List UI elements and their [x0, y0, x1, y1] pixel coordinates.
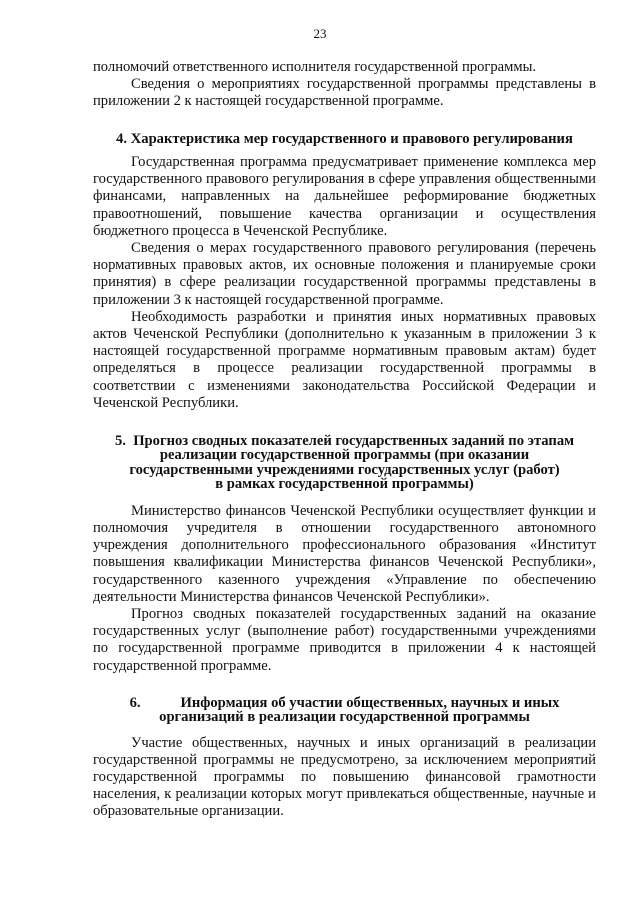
section-5-title-line-3: государственными учреждениями государственных услуг (работ)	[129, 461, 560, 478]
section-6-title-line-1: 6. Информация об участии общественных, научных и иных	[129, 694, 560, 711]
paragraph-intro-appendix-2: Сведения о мероприятиях государственной программы представлены в приложении 2 к настоящей государственной программе.	[93, 76, 596, 110]
section-5-title-line-2: реализации государственной программы (при оказании	[159, 447, 530, 464]
section-4-paragraph-2: Сведения о мерах государственного правового регулирования (перечень нормативных правовых актов, их основные положения и планируемые сроки принятия) в сфере реализации государственной программы представлены в приложении 3 к настоящей государственной программе.	[93, 240, 596, 308]
section-5-paragraph-1: Министерство финансов Чеченской Республики осуществляет функции и полномочия учредителя в отношении государственного автономного учреждения дополнительного профессионального образования «Институт повышения квалификации Министерства финансов Чеченской Республики», государственного казенного учреждения «Управление по обеспечению деятельности Министерства финансов Чеченской Республики».	[93, 502, 596, 605]
section-6-heading	[93, 696, 596, 725]
section-4-number: 4.	[116, 130, 128, 147]
section-5-title-line-4: в рамках государственной программы)	[215, 476, 474, 493]
paragraph-intro-continued: полномочий ответственного исполнителя государственной программы.	[93, 59, 537, 75]
section-4-heading	[93, 132, 596, 146]
section-6-paragraph-1: Участие общественных, научных и иных организаций в реализации государственной программы не предусмотрено, за исключением мероприятий государственной программы по повышению финансовой грамотности населения, к реализации которых могут привлекаться общественные, научные и образовательные организации.	[93, 734, 596, 820]
section-4-paragraph-3: Необходимость разработки и принятия иных нормативных правовых актов Чеченской Республики (дополнительно к указанным в приложении 3 к настоящей государственной программе нормативным правовым актам) будет определяться в процессе реализации государственной программы в соответствии с изменениями законодательства Российской Федерации и Чеченской Республики.	[93, 308, 596, 411]
document-body	[93, 59, 596, 821]
section-6-title-line-2: организаций в реализации государственной программы	[159, 709, 530, 726]
section-4-title: Характеристика мер государственного и правового регулирования	[130, 130, 573, 147]
section-5-paragraph-2: Прогноз сводных показателей государственных заданий на оказание государственных услуг (выполнение работ) государственными учреждениями по государственной программе приводится в приложении 4 к настоящей государственной программе.	[93, 605, 596, 674]
section-5-number: 5.	[114, 433, 126, 450]
section-4-paragraph-1: Государственная программа предусматривает применение комплекса мер государственного правового регулирования в сфере управления общественными финансами, направленных на дальнейшее реформирование бюджетных правоотношений, повышение качества организации и осуществления бюджетного процесса в Чеченской Республике.	[93, 154, 596, 239]
page-number: 23	[313, 26, 327, 41]
section-5-heading	[93, 434, 596, 492]
section-5-title-line-1: 5. Прогноз сводных показателей государственных заданий по этапам	[114, 433, 575, 450]
section-6-number: 6.	[129, 694, 141, 711]
